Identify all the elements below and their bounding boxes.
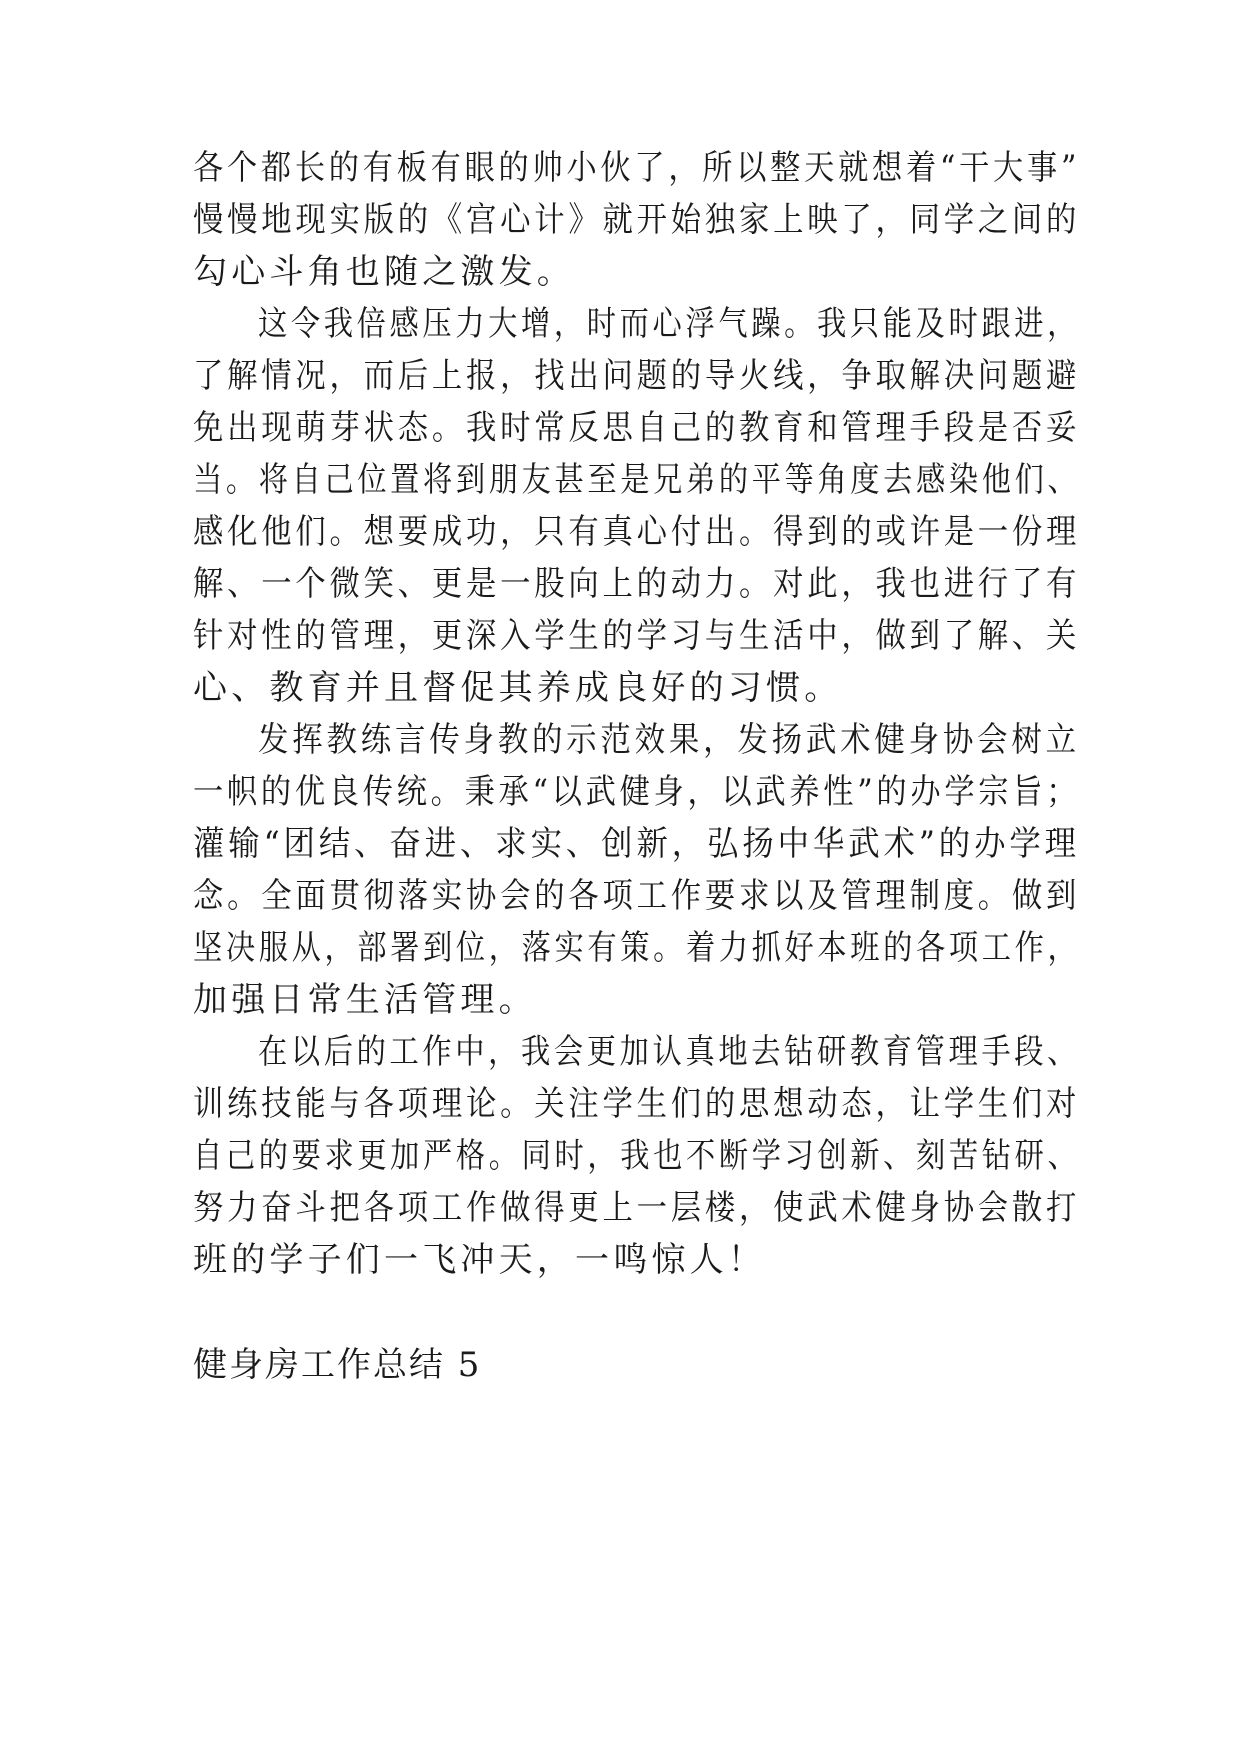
- body-line: 了解情况，而后上报，找出问题的导火线，争取解决问题避: [193, 356, 1081, 396]
- body-line: 解、一个微笑、更是一股向上的动力。对此，我也进行了有: [193, 564, 1081, 604]
- body-line: 加强日常生活管理。: [193, 980, 537, 1020]
- body-line: 训练技能与各项理论。关注学生们的思想动态，让学生们对: [193, 1084, 1081, 1124]
- body-line: 免出现萌芽状态。我时常反思自己的教育和管理手段是否妥: [193, 408, 1081, 448]
- body-line: 心、教育并且督促其养成良好的习惯。: [193, 668, 843, 708]
- body-line: 各个都长的有板有眼的帅小伙了，所以整天就想着“干大事”: [193, 148, 1081, 188]
- paragraph-first-line: 这令我倍感压力大增，时而心浮气躁。我只能及时跟进，: [258, 304, 1080, 344]
- body-line: 灌输“团结、奋进、求实、创新，弘扬中华武术”的办学理: [193, 824, 1080, 864]
- body-line: 勾心斗角也随之激发。: [193, 252, 575, 292]
- body-line: 感化他们。想要成功，只有真心付出。得到的或许是一份理: [193, 512, 1081, 552]
- body-line: 念。全面贯彻落实协会的各项工作要求以及管理制度。做到: [193, 876, 1081, 916]
- paragraph-first-line: 在以后的工作中，我会更加认真地去钻研教育管理手段、: [258, 1032, 1080, 1072]
- paragraph-first-line: 发挥教练言传身教的示范效果，发扬武术健身协会树立: [258, 720, 1080, 760]
- body-line: 坚决服从，部署到位，落实有策。着力抓好本班的各项工作，: [193, 928, 1081, 968]
- body-line: 针对性的管理，更深入学生的学习与生活中，做到了解、关: [193, 616, 1081, 656]
- body-line: 当。将自己位置将到朋友甚至是兄弟的平等角度去感染他们、: [193, 460, 1081, 500]
- body-line: 一帜的优良传统。秉承“以武健身，以武养性”的办学宗旨；: [193, 772, 1081, 812]
- section-heading: 健身房工作总结 5: [193, 1345, 482, 1385]
- body-line: 班的学子们一飞冲天，一鸣惊人！: [193, 1240, 766, 1280]
- body-line: 努力奋斗把各项工作做得更上一层楼，使武术健身协会散打: [193, 1188, 1081, 1228]
- body-line: 自己的要求更加严格。同时，我也不断学习创新、刻苦钻研、: [193, 1136, 1081, 1176]
- body-line: 慢慢地现实版的《宫心计》就开始独家上映了，同学之间的: [193, 200, 1081, 240]
